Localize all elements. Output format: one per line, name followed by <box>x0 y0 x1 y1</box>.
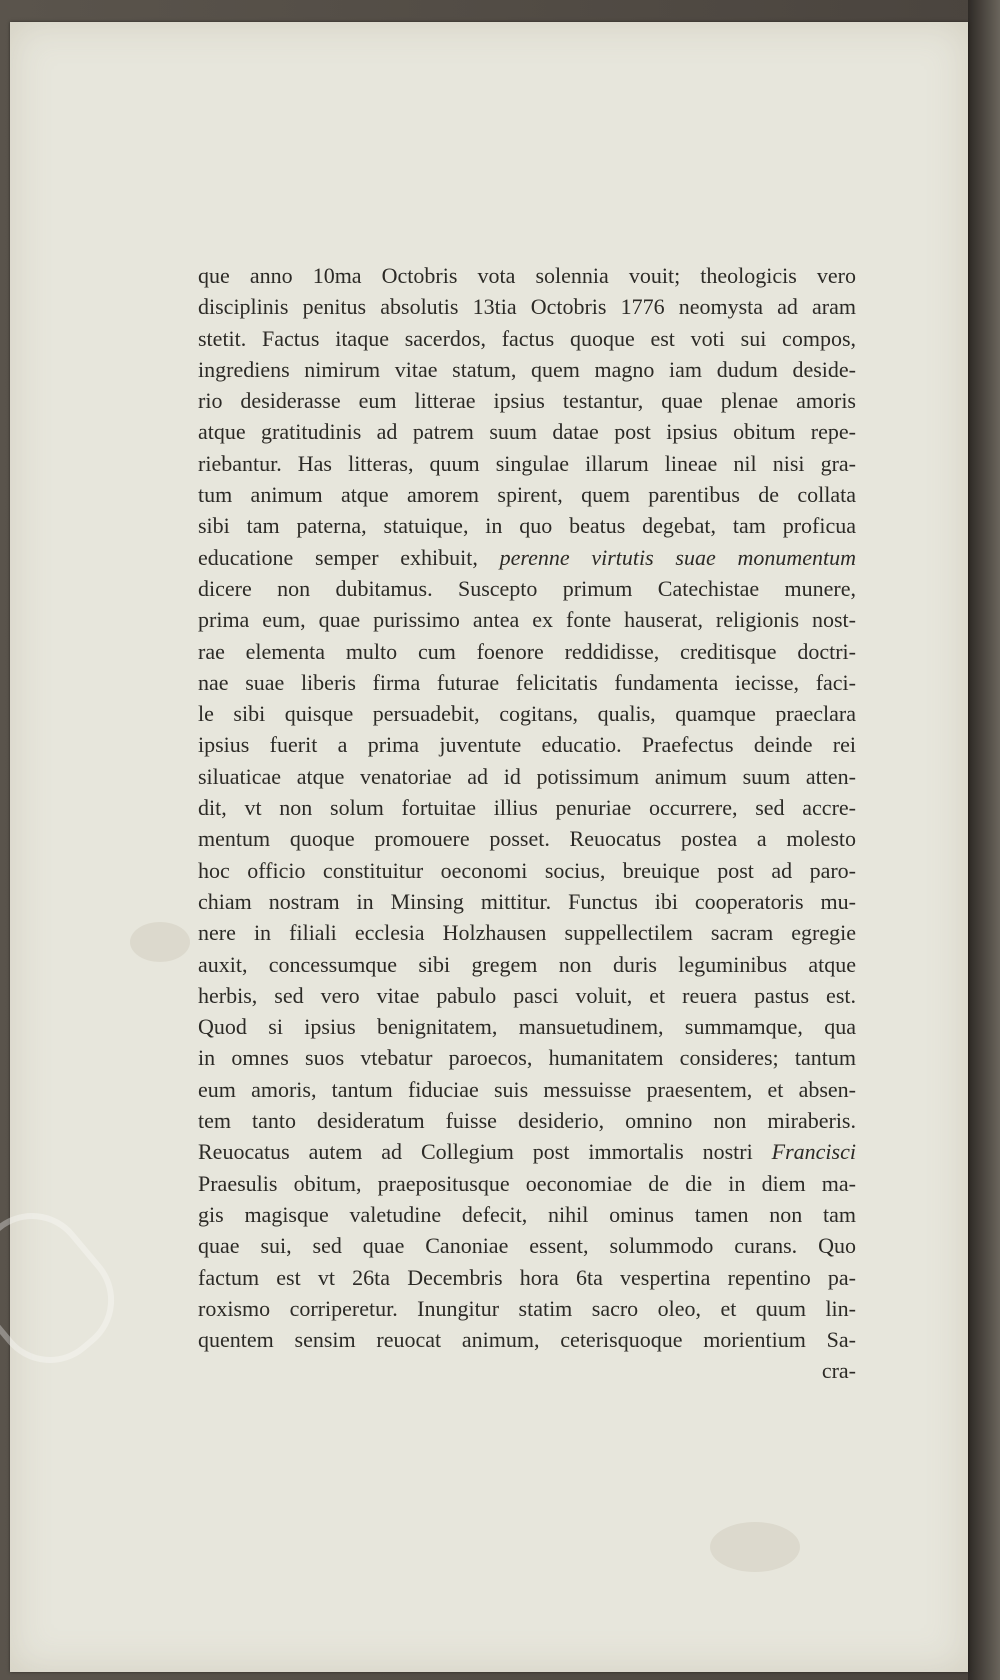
text-line <box>198 542 856 573</box>
text-line: eum amoris, tantum fiduciae suis messuisse praesentem, et absen- <box>198 1076 856 1102</box>
text-line: tem tanto desideratum fuisse desiderio, omnino non miraberis. <box>198 1108 856 1134</box>
text-line: ingrediens nimirum vitae statum, quem magno iam dudum deside- <box>198 356 856 382</box>
text-line: auxit, concessumque sibi gregem non duris leguminibus atque <box>198 951 856 977</box>
page-clip-glare <box>0 1191 137 1386</box>
text-line: quentem sensim reuocat animum, ceterisquoque morientium Sa- <box>198 1327 856 1353</box>
text-line: nere in filiali ecclesia Holzhausen suppellectilem sacram egregie <box>198 920 856 946</box>
paper-stain <box>710 1522 800 1572</box>
text-line: in omnes suos vtebatur paroecos, humanitatem consideres; tantum <box>198 1045 856 1071</box>
text-line: que anno 10ma Octobris vota solennia vouit; theologicis vero <box>198 263 856 288</box>
text-line: nae suae liberis firma futurae felicitatis fundamenta iecisse, faci- <box>198 669 856 695</box>
text-line: rio desiderasse eum litterae ipsius testantur, quae plenae amoris <box>198 388 856 414</box>
text-line: tum animum atque amorem spirent, quem parentibus de collata <box>198 482 856 508</box>
text-line: ipsius fuerit a prima juventute educatio. Praefectus deinde rei <box>198 732 856 758</box>
text-line: roxismo corriperetur. Inungitur statim sacro oleo, et quum lin- <box>198 1295 856 1321</box>
text-line: Praesulis obitum, praepositusque oeconomiae de die in diem ma- <box>198 1170 856 1196</box>
text-line: le sibi quisque persuadebit, cogitans, qualis, quamque praeclara <box>198 701 856 727</box>
text-line: herbis, sed vero vitae pabulo pasci voluit, et reuera pastus est. <box>198 982 856 1008</box>
text-line: rae elementa multo cum foenore reddidisse, creditisque doctri- <box>198 638 856 664</box>
text-line: dicere non dubitamus. Suscepto primum Catechistae munere, <box>198 575 856 601</box>
text-line: mentum quoque promouere posset. Reuocatus postea a molesto <box>198 826 856 852</box>
italic-phrase: Francisci <box>771 1139 856 1165</box>
paper-stain <box>130 922 190 962</box>
text-line: gis magisque valetudine defecit, nihil ominus tamen non tam <box>198 1201 856 1227</box>
text-segment: educatione semper exhibuit, <box>198 544 500 570</box>
text-line: chiam nostram in Minsing mittitur. Functus ibi cooperatoris mu- <box>198 888 856 914</box>
catchword: cra- <box>821 1358 856 1384</box>
text-line: dit, vt non solum fortuitae illius penuriae occurrere, sed accre- <box>198 795 856 821</box>
text-line <box>198 1136 856 1167</box>
text-line: prima eum, quae purissimo antea ex fonte hauserat, religionis nost- <box>198 607 856 633</box>
book-edge <box>968 0 1000 1680</box>
text-line: disciplinis penitus absolutis 13tia Octobris 1776 neomysta ad aram <box>198 294 856 320</box>
italic-phrase: perenne virtutis suae monumentum <box>499 544 856 570</box>
text-segment: Reuocatus autem ad Collegium post immortalis nostri <box>198 1139 772 1165</box>
body-text <box>198 260 856 1387</box>
text-line: siluaticae atque venatoriae ad id potissimum animum suum atten- <box>198 763 856 789</box>
text-line: stetit. Factus itaque sacerdos, factus quoque est voti sui compos, <box>198 325 856 351</box>
text-line: sibi tam paterna, statuique, in quo beatus degebat, tam proficua <box>198 513 856 539</box>
text-line: quae sui, sed quae Canoniae essent, solummodo curans. Quo <box>198 1233 856 1259</box>
text-line: atque gratitudinis ad patrem suum datae post ipsius obitum repe- <box>198 419 856 445</box>
text-line: factum est vt 26ta Decembris hora 6ta vespertina repentino pa- <box>198 1264 856 1290</box>
text-line: hoc officio constituitur oeconomi socius, breuique post ad paro- <box>198 857 856 883</box>
text-line: riebantur. Has litteras, quum singulae illarum lineae nil nisi gra- <box>198 450 856 476</box>
text-line: Quod si ipsius benignitatem, mansuetudinem, summamque, qua <box>198 1014 856 1040</box>
